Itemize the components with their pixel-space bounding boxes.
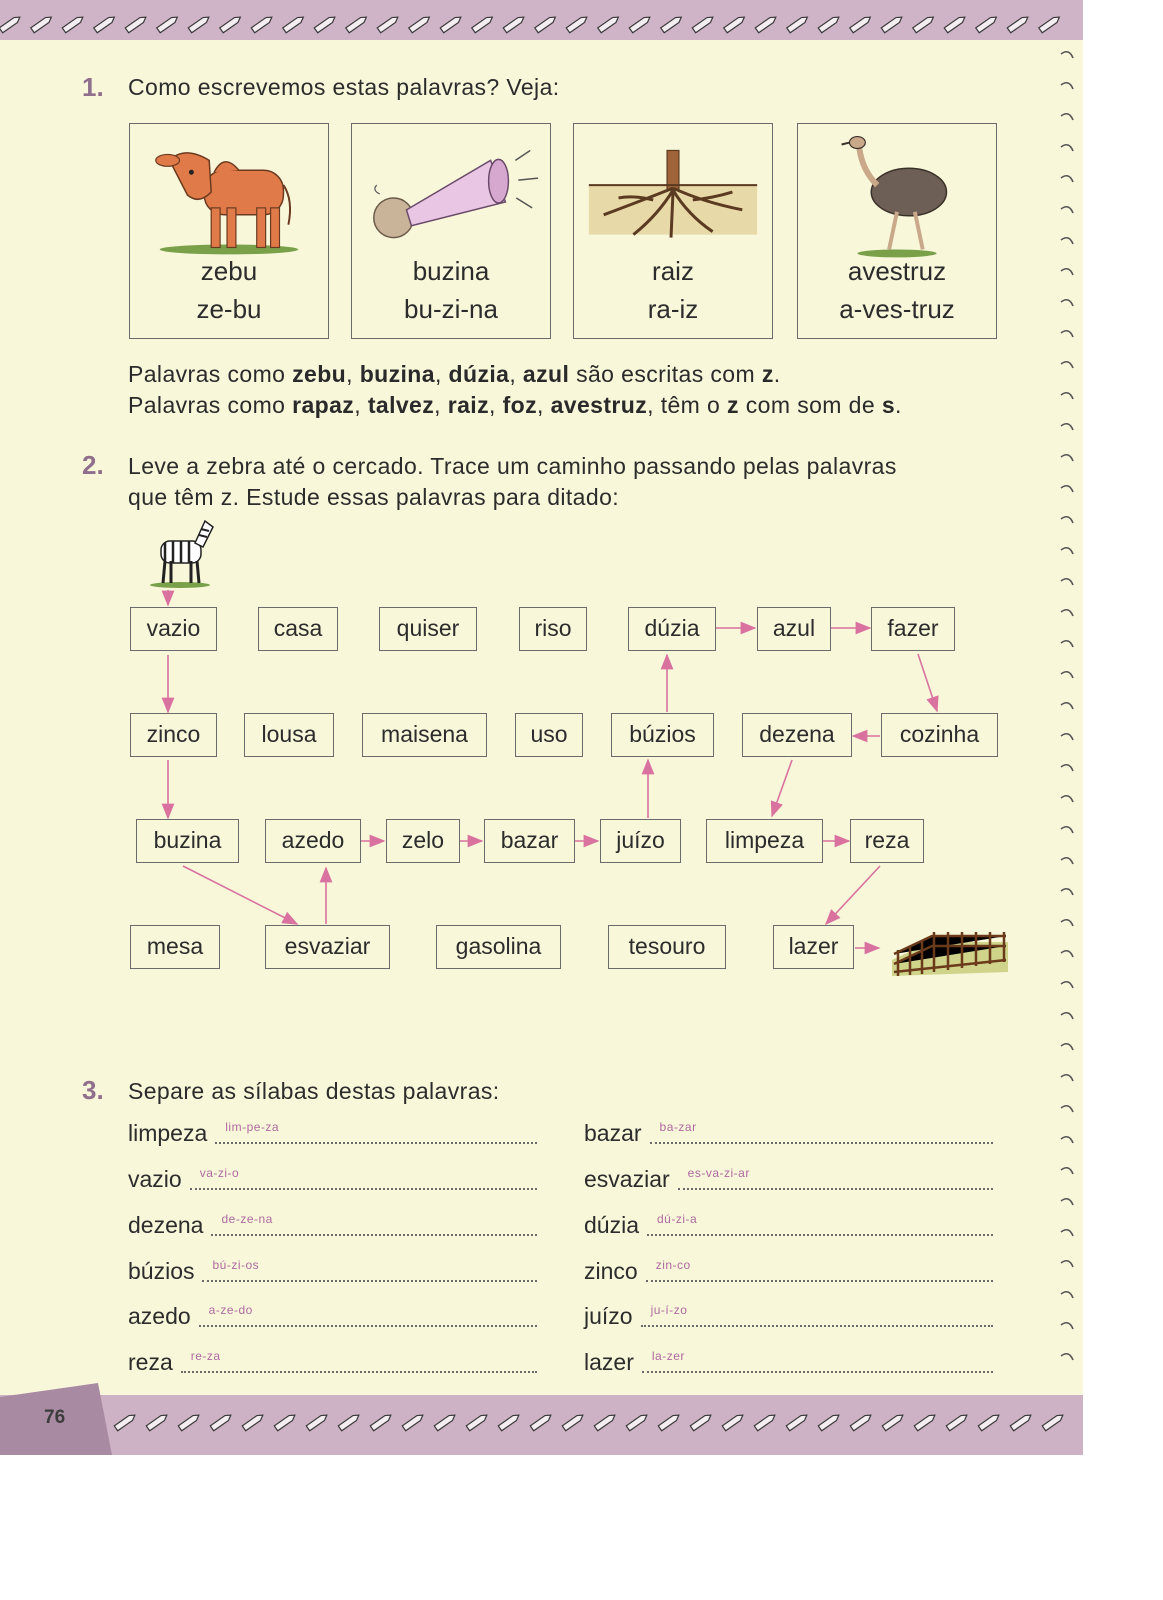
question-2-prompt-line-2: que têm z. Estude essas palavras para ditado: bbox=[128, 484, 620, 510]
page-number: 76 bbox=[44, 1407, 66, 1428]
answer-line[interactable] bbox=[211, 1234, 537, 1236]
handwritten-answer: es-va-zi-ar bbox=[687, 1166, 750, 1180]
handwritten-answer: lim-pe-za bbox=[225, 1120, 280, 1134]
word-card-zebu bbox=[129, 123, 329, 339]
ostrich-illustration-icon bbox=[798, 130, 996, 260]
maze-word-vazio[interactable]: vazio bbox=[130, 607, 217, 651]
handwritten-answer: a-ze-do bbox=[208, 1303, 253, 1317]
syllable-row-right-3 bbox=[584, 1258, 993, 1288]
handwritten-answer: va-zi-o bbox=[199, 1166, 240, 1180]
syllable-word: azedo bbox=[128, 1303, 191, 1329]
horn-illustration-icon bbox=[352, 130, 550, 260]
syllable-word: dezena bbox=[128, 1212, 204, 1238]
syllable-row-left-3 bbox=[128, 1258, 537, 1288]
syllable-word: reza bbox=[128, 1349, 173, 1375]
syllable-row-right-2 bbox=[584, 1212, 993, 1242]
syllable-row-left-5 bbox=[128, 1349, 537, 1379]
maze-word-esvaziar[interactable]: esvaziar bbox=[265, 925, 390, 969]
handwritten-answer: ju-í-zo bbox=[650, 1303, 688, 1317]
maze-word-zinco[interactable]: zinco bbox=[130, 713, 217, 757]
answer-line[interactable] bbox=[647, 1234, 993, 1236]
answer-line[interactable] bbox=[646, 1280, 993, 1282]
word-raiz: raiz bbox=[652, 256, 694, 286]
maze-word-quiser[interactable]: quiser bbox=[379, 607, 477, 651]
maze-word-lazer[interactable]: lazer bbox=[773, 925, 854, 969]
pencil-border-icon bbox=[0, 0, 1083, 40]
question-3-number: 3. bbox=[82, 1075, 104, 1105]
syllable-row-right-0 bbox=[584, 1120, 993, 1150]
maze-word-buzios[interactable]: búzios bbox=[611, 713, 714, 757]
handwritten-answer: ba-zar bbox=[659, 1120, 697, 1134]
word-buzina: buzina bbox=[412, 256, 490, 286]
syllable-word: lazer bbox=[584, 1349, 634, 1375]
maze-word-gasolina[interactable]: gasolina bbox=[436, 925, 561, 969]
syllable-word: limpeza bbox=[128, 1120, 208, 1146]
maze-word-azedo[interactable]: azedo bbox=[265, 819, 361, 863]
maze-word-mesa[interactable]: mesa bbox=[130, 925, 220, 969]
question-1-prompt: Como escrevemos estas palavras? Veja: bbox=[128, 74, 560, 100]
handwritten-answer: dú-zi-a bbox=[656, 1212, 698, 1226]
maze-word-buzina[interactable]: buzina bbox=[136, 819, 239, 863]
syllables-zebu: ze-bu bbox=[196, 294, 262, 324]
answer-line[interactable] bbox=[199, 1325, 537, 1327]
word-card-buzina bbox=[351, 123, 551, 339]
maze-word-maisena[interactable]: maisena bbox=[362, 713, 487, 757]
zebu-ox-illustration-icon bbox=[130, 130, 328, 260]
syllable-word: dúzia bbox=[584, 1212, 639, 1238]
syllable-word: zinco bbox=[584, 1258, 638, 1284]
maze-word-dezena[interactable]: dezena bbox=[742, 713, 852, 757]
answer-line[interactable] bbox=[641, 1325, 993, 1327]
rule-line-2: Palavras como rapaz, talvez, raiz, foz, avestruz, têm o z com som de s. bbox=[128, 392, 902, 418]
syllable-word: vazio bbox=[128, 1166, 182, 1192]
syllable-word: esvaziar bbox=[584, 1166, 670, 1192]
handwritten-answer: re-za bbox=[190, 1349, 221, 1363]
syllable-row-right-4 bbox=[584, 1303, 993, 1333]
syllables-avestruz: a-ves-truz bbox=[839, 294, 955, 324]
spiral-binding-icon bbox=[1053, 40, 1083, 1395]
question-2-prompt-line-1: Leve a zebra até o cercado. Trace um caminho passando pelas palavras bbox=[128, 453, 897, 479]
syllable-word: búzios bbox=[128, 1258, 195, 1284]
rule-line-1: Palavras como zebu, buzina, dúzia, azul são escritas com z. bbox=[128, 361, 781, 387]
syllable-row-right-1 bbox=[584, 1166, 993, 1196]
syllable-word: juízo bbox=[584, 1303, 633, 1329]
maze-word-riso[interactable]: riso bbox=[519, 607, 587, 651]
maze-word-bazar[interactable]: bazar bbox=[484, 819, 575, 863]
word-card-raiz bbox=[573, 123, 773, 339]
syllables-raiz: ra-iz bbox=[647, 294, 699, 324]
answer-line[interactable] bbox=[190, 1188, 537, 1190]
handwritten-answer: de-ze-na bbox=[221, 1212, 273, 1226]
root-illustration-icon bbox=[574, 130, 772, 260]
maze-word-duzia[interactable]: dúzia bbox=[628, 607, 716, 651]
question-2-number: 2. bbox=[82, 450, 104, 480]
zebra-icon bbox=[143, 513, 217, 588]
answer-line[interactable] bbox=[202, 1280, 537, 1282]
maze-word-tesouro[interactable]: tesouro bbox=[608, 925, 726, 969]
handwritten-answer: la-zer bbox=[651, 1349, 685, 1363]
syllable-row-left-4 bbox=[128, 1303, 537, 1333]
maze-word-azul[interactable]: azul bbox=[757, 607, 831, 651]
handwritten-answer: zin-co bbox=[655, 1258, 691, 1272]
maze-word-reza[interactable]: reza bbox=[850, 819, 924, 863]
maze-word-uso[interactable]: uso bbox=[515, 713, 583, 757]
syllable-word: bazar bbox=[584, 1120, 642, 1146]
maze-word-casa[interactable]: casa bbox=[258, 607, 338, 651]
answer-line[interactable] bbox=[181, 1371, 537, 1373]
maze-word-limpeza[interactable]: limpeza bbox=[706, 819, 823, 863]
syllable-row-right-5 bbox=[584, 1349, 993, 1379]
question-3-prompt: Separe as sílabas destas palavras: bbox=[128, 1078, 500, 1104]
bottom-decorative-band bbox=[0, 1395, 1083, 1455]
syllable-row-left-2 bbox=[128, 1212, 537, 1242]
answer-line[interactable] bbox=[650, 1142, 993, 1144]
pencil-border-icon bbox=[0, 1395, 1083, 1455]
corral-fence-icon bbox=[890, 920, 1010, 980]
word-avestruz: avestruz bbox=[847, 256, 947, 286]
maze-word-juizo[interactable]: juízo bbox=[600, 819, 681, 863]
handwritten-answer: bú-zi-os bbox=[212, 1258, 260, 1272]
top-decorative-band bbox=[0, 0, 1083, 40]
word-zebu: zebu bbox=[200, 256, 258, 286]
maze-word-zelo[interactable]: zelo bbox=[386, 819, 460, 863]
maze-word-fazer[interactable]: fazer bbox=[871, 607, 955, 651]
question-1-number: 1. bbox=[82, 72, 104, 102]
word-card-avestruz bbox=[797, 123, 997, 339]
syllables-buzina: bu-zi-na bbox=[404, 294, 498, 324]
syllable-row-left-1 bbox=[128, 1166, 537, 1196]
maze-word-lousa[interactable]: lousa bbox=[244, 713, 334, 757]
answer-line[interactable] bbox=[678, 1188, 993, 1190]
maze-word-cozinha[interactable]: cozinha bbox=[881, 713, 998, 757]
answer-line[interactable] bbox=[215, 1142, 537, 1144]
syllable-row-left-0 bbox=[128, 1120, 537, 1150]
answer-line[interactable] bbox=[642, 1371, 993, 1373]
